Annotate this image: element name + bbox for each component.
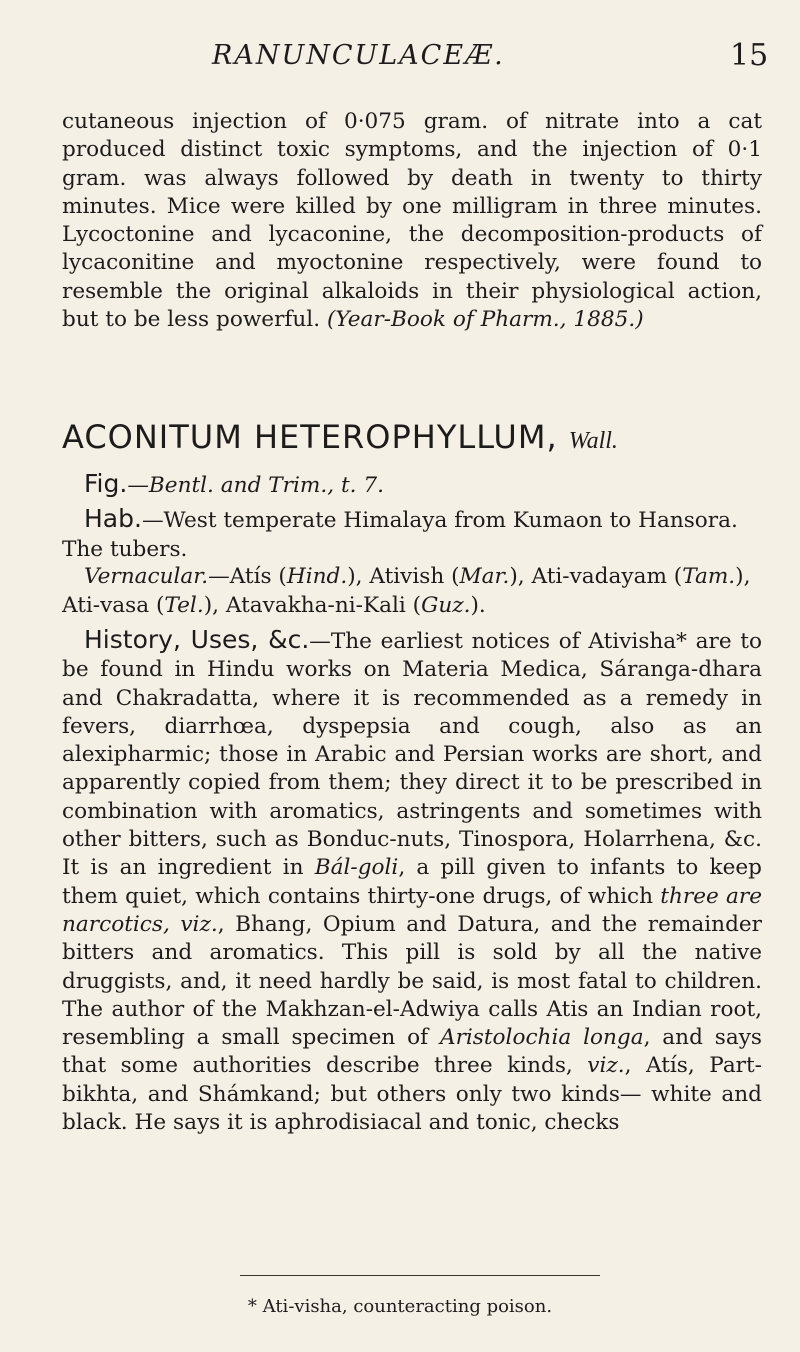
vernacular-segment: Tam. [682, 564, 736, 589]
footnote-rule [240, 1275, 600, 1276]
vernacular-paragraph [62, 562, 762, 620]
vernacular-segment: ). [470, 593, 486, 618]
fig-text: —Bentl. and Trim., t. 7. [127, 473, 384, 498]
history-segment: viz. [587, 1053, 625, 1079]
history-paragraph [62, 626, 762, 1137]
running-head-title: RANUNCULACEÆ. [212, 40, 505, 71]
history-segment: three are narcotics, viz. [62, 883, 762, 937]
history-segment: Aristolochia longa [439, 1025, 644, 1051]
vernacular-segment: Tel. [164, 593, 204, 618]
fig-line [62, 468, 762, 502]
vernacular-segment: Mar. [459, 564, 510, 589]
intro-citation: (Year-Book of Pharm., 1885.) [326, 307, 644, 333]
vernacular-segment: ), Ati-vadayam ( [509, 564, 683, 589]
history-segment: Bál-goli [314, 855, 399, 881]
running-head [0, 20, 800, 73]
vernacular-segment: ), Ativish ( [347, 564, 460, 589]
page-number: 15 [730, 38, 769, 73]
intro-paragraph [62, 108, 762, 334]
history-segment: —The earliest notices of Ativisha* are to be found in Hindu works on Materia Medica, Sáranga-dhara and Chakradatta, where it is recommended as a remedy in fevers, diarrhœa, dyspepsia and cough, also as an alexipharmic; those in Arabic and Persian works are short, and apparently copied from them; they direct it to be prescribed in combination with aromatics, astringents and sometimes with other bitters, such as Bonduc-nuts, Tinospora, Holarrhena, &c. It is an ingredient in [62, 629, 762, 881]
hab-text: —West temperate Himalaya from Kumaon to Hansora. The tubers. [62, 508, 738, 562]
fig-label: Fig. [84, 469, 128, 498]
vernacular-segment: —Atís ( [208, 564, 287, 589]
footnote: * Ati-visha, counteracting poison. [247, 1296, 553, 1317]
section-authority: Wall. [568, 428, 618, 454]
vernacular-segment: Guz. [421, 593, 471, 618]
vernacular-segment: Hind. [286, 564, 348, 589]
history-segment: , and says that some authorities describe three kinds, [62, 1025, 762, 1079]
vernacular-label: Vernacular. [84, 564, 209, 589]
hab-label: Hab. [84, 504, 142, 533]
history-segment: , a pill given to infants to keep them quiet, which contains thirty-one drugs, of which [62, 855, 762, 909]
section-title: ACONITUM HETEROPHYLLUM, [62, 418, 558, 456]
intro-text: cutaneous injection of 0·075 gram. of nitrate into a cat produced distinct toxic symptoms, and the injection of 0·1 gram. was always followed by death in twenty to thirty minutes. Mice were killed by one milligram in three minutes. Lycoctonine and lycaconine, the decomposition-products of lycaconitine and myoctonine respectively, were found to resemble the original alkaloids in their physiological action, but to be less powerful. [62, 109, 762, 333]
vernacular-segment: ), Ati-vasa ( [62, 564, 751, 618]
hab-paragraph [62, 504, 762, 564]
history-text [62, 629, 762, 1135]
vernacular-segment: ), Atavakha-ni-Kali ( [203, 593, 422, 618]
history-label: History, Uses, &c. [84, 625, 310, 654]
history-segment: , Bhang, Opium and Datura, and the remainder bitters and aromatics. This pill is sold by all the native druggists, and, it need hardly be said, is most fatal to children. The author of the Makhzan-el-Adwiya calls Atis an Indian root, resembling a small specimen of [62, 911, 762, 1051]
history-segment: , Atís, Part-bikhta, and Shámkand; but others only two kinds— white and black. He says it is aphrodisiacal and tonic, checks [62, 1053, 762, 1136]
section-heading [62, 418, 762, 456]
